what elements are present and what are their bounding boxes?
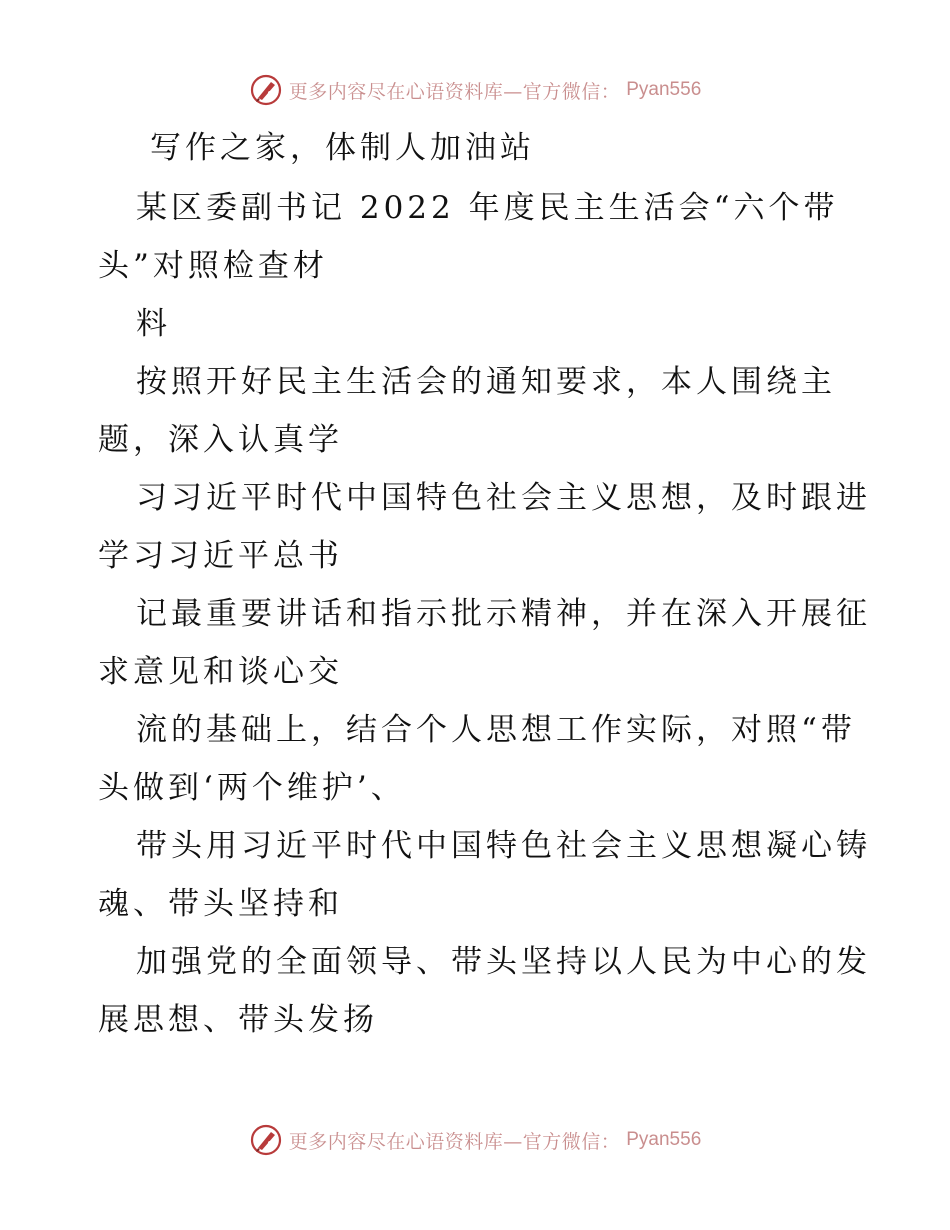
footer-banner-text: 更多内容尽在心语资料库—官方微信： bbox=[288, 1130, 621, 1153]
header-banner-text: 更多内容尽在心语资料库—官方微信： bbox=[288, 80, 621, 103]
paragraph-line: 记最重要讲话和指示批示精神，并在深入开展征 bbox=[136, 596, 871, 632]
title-line: 料 bbox=[136, 306, 171, 342]
paragraph-line: 学习习近平总书 bbox=[98, 538, 343, 574]
footer-banner-wechat-id: Pyan556 bbox=[626, 1129, 702, 1150]
paragraph-line: 带头用习近平时代中国特色社会主义思想凝心铸 bbox=[136, 828, 871, 864]
paragraph-line: 魂、带头坚持和 bbox=[98, 886, 343, 922]
paragraph-line: 流的基础上，结合个人思想工作实际，对照“带 bbox=[136, 712, 856, 748]
header-banner-wechat-id: Pyan556 bbox=[626, 79, 702, 100]
footer-banner bbox=[0, 1120, 950, 1160]
paragraph-line: 习习近平时代中国特色社会主义思想，及时跟进 bbox=[136, 480, 871, 516]
title-line: 头”对照检查材 bbox=[98, 248, 328, 284]
paragraph-line: 题，深入认真学 bbox=[98, 422, 343, 458]
title-line: 某区委副书记 2022 年度民主生活会“六个带 bbox=[136, 190, 839, 226]
paragraph-line: 按照开好民主生活会的通知要求，本人围绕主 bbox=[136, 364, 836, 400]
document-subtitle: 写作之家，体制人加油站 bbox=[150, 130, 535, 166]
paragraph-line: 展思想、带头发扬 bbox=[98, 1002, 378, 1038]
paragraph-line: 求意见和谈心交 bbox=[98, 654, 343, 690]
paragraph-line: 加强党的全面领导、带头坚持以人民为中心的发 bbox=[136, 944, 871, 980]
paragraph-line: 头做到‘两个维护’、 bbox=[98, 770, 406, 806]
quill-logo-icon bbox=[249, 1123, 283, 1157]
